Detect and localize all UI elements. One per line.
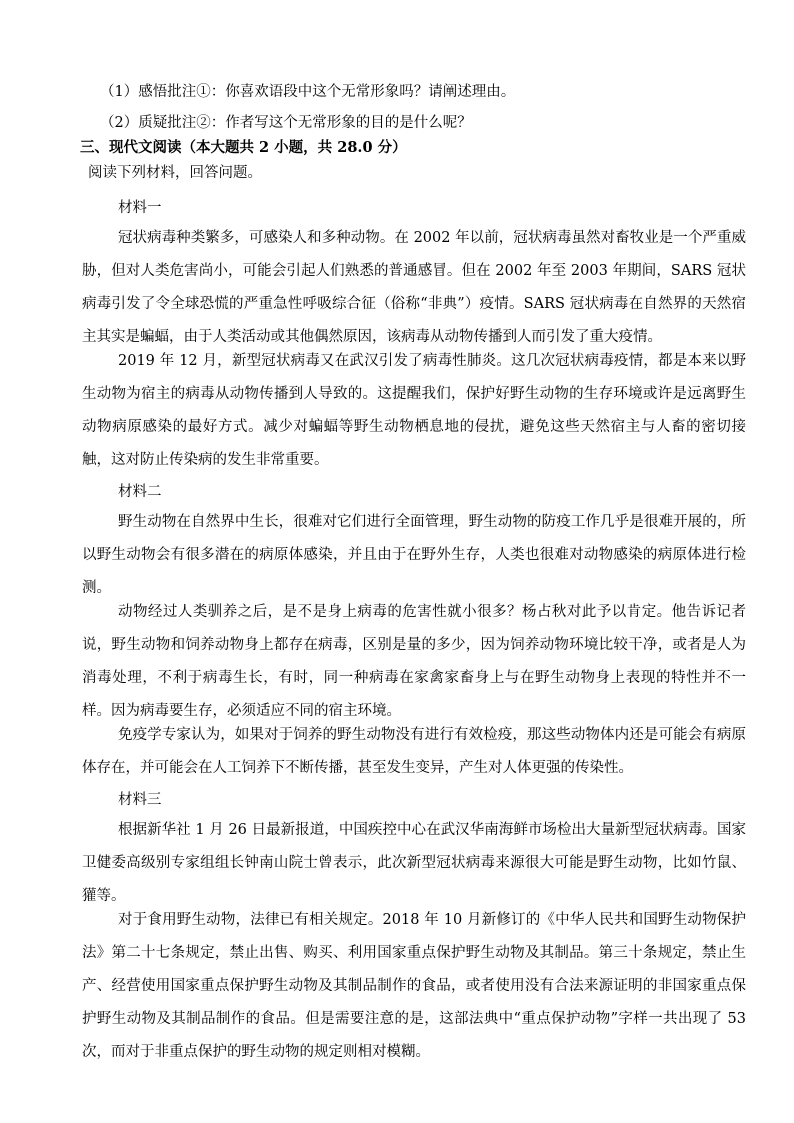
material-2-paragraph-3: 免疫学专家认为，如果对于饲养的野生动物没有进行有效检疫，那这些动物体内还是可能会有病原体存在，并可能会在人工饲养下不断传播，甚至发生变异，产生对人体更强的传染性。: [82, 727, 746, 776]
question-1: （1）感悟批注①：你喜欢语段中这个无常形象吗？请阐述理由。: [100, 84, 516, 100]
question-2: （2）质疑批注②：作者写这个无常形象的目的是什么呢？: [100, 115, 472, 131]
material-2-paragraph-2: 动物经过人类驯养之后，是不是身上病毒的危害性就小很多？杨占秋对此予以肯定。他告诉记者说，野生动物和饲养动物身上都存在病毒，区别是量的多少，因为饲养动物环境比较干净，或者是人为消毒处理，不利于病毒生长，有时，同一种病毒在家禽家畜身上与在野生动物身上表现的特性并不一样。因为病毒要生存，必须适应不同的宿主环境。: [82, 604, 746, 719]
section-instruction: 阅读下列材料，回答问题。: [88, 165, 262, 181]
material-3-paragraph-2: 对于食用野生动物，法律已有相关规定。2018 年 10 月新修订的《中华人民共和国野生动物保护法》第二十七条规定，禁止出售、购买、利用国家重点保护野生动物及其制品。第三十条规定，禁止生产、经营使用国家重点保护野生动物及其制品制作的食品，或者使用没有合法来源证明的非国家重点保护野生动物及其制品制作的食品。但是需要注意的是，这部法典中“重点保护动物”字样一共出现了 53 次，而对于非重点保护的野生动物的规定则相对模糊。: [82, 912, 746, 1060]
material-2-title: 材料二: [118, 484, 162, 500]
material-3-title: 材料三: [118, 792, 162, 808]
material-1-paragraph-1: 冠状病毒种类繁多，可感染人和多种动物。在 2002 年以前，冠状病毒虽然对畜牧业是一个严重威胁，但对人类危害尚小，可能会引起人们熟悉的普通感冒。但在 2002 年至 2003 年期间，SARS 冠状病毒引发了令全球恐慌的严重急性呼吸综合征（俗称“非典”）疫情。SARS 冠状病毒在自然界的天然宿主其实是蝙蝠，由于人类活动或其他偶然原因，该病毒从动物传播到人而引发了重大疫情。: [82, 230, 746, 345]
section-heading: 三、现代文阅读（本大题共 2 小题，共 28.0 分）: [80, 139, 407, 156]
material-2-paragraph-1: 野生动物在自然界中生长，很难对它们进行全面管理，野生动物的防疫工作几乎是很难开展的，所以野生动物会有很多潜在的病原体感染，并且由于在野外生存，人类也很难对动物感染的病原体进行检测。: [82, 514, 746, 596]
material-3-paragraph-1: 根据新华社 1 月 26 日最新报道，中国疾控中心在武汉华南海鲜市场检出大量新型冠状病毒。国家卫健委高级别专家组组长钟南山院士曾表示，此次新型冠状病毒来源很大可能是野生动物，比如竹鼠、獾等。: [82, 822, 746, 904]
material-1-paragraph-2: 2019 年 12 月，新型冠状病毒又在武汉引发了病毒性肺炎。这几次冠状病毒疫情，都是本来以野生动物为宿主的病毒从动物传播到人导致的。这提醒我们，保护好野生动物的生存环境或许是远离野生动物病原感染的最好方式。减少对蝙蝠等野生动物栖息地的侵扰，避免这些天然宿主与人畜的密切接触，这对防止传染病的发生非常重要。: [82, 353, 746, 468]
material-1-title: 材料一: [118, 200, 162, 216]
